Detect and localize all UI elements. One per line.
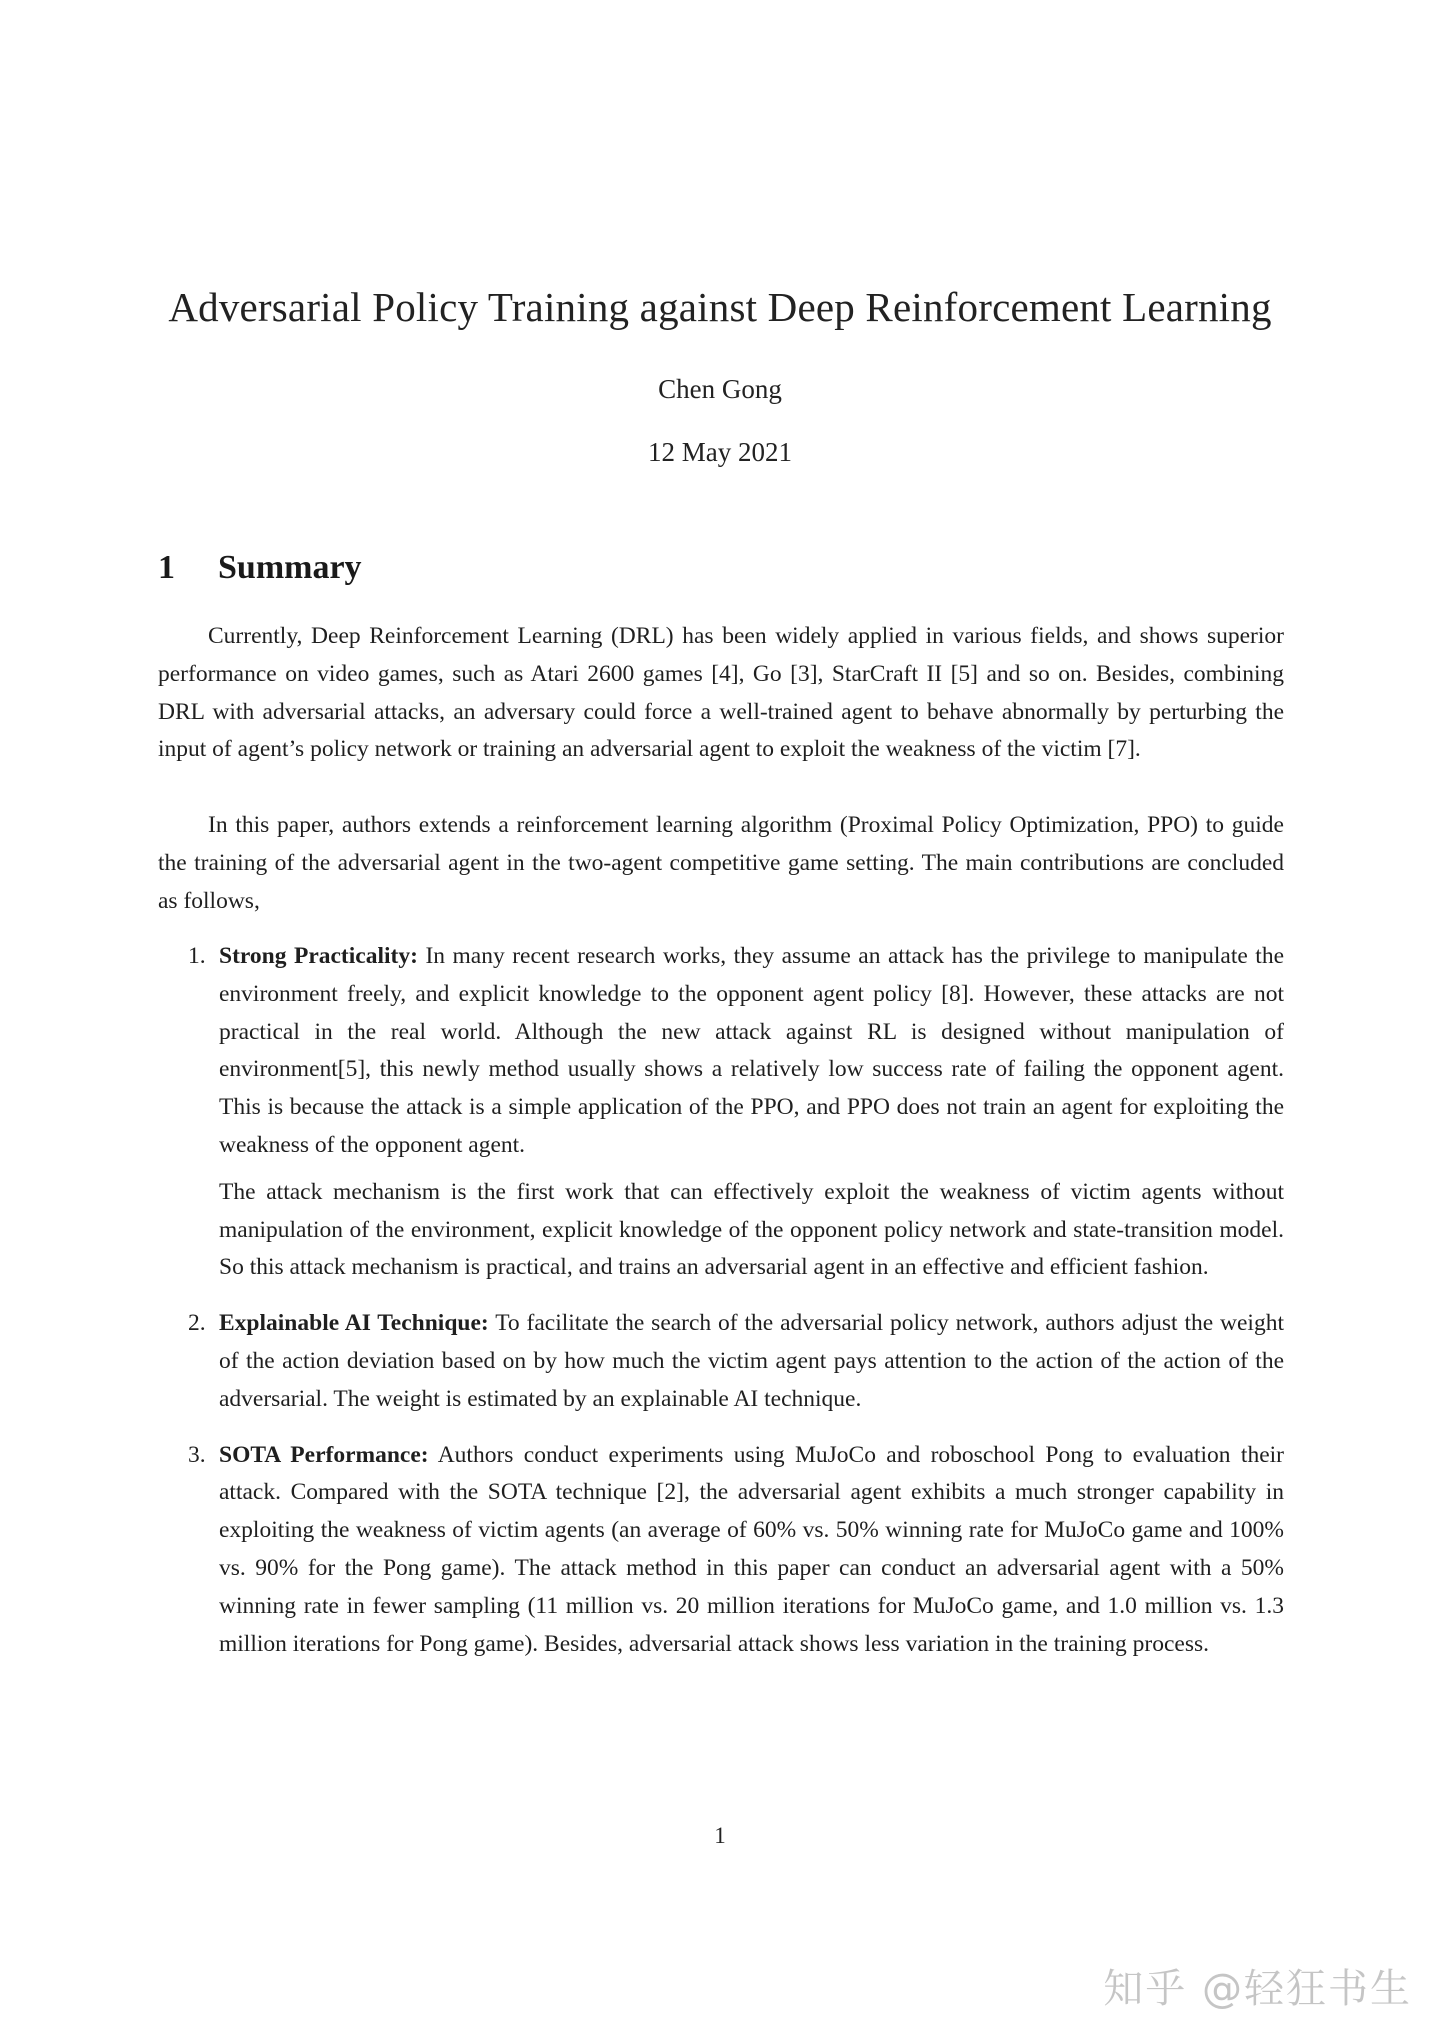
paper-date: 12 May 2021 (648, 437, 792, 467)
list-item-lead: SOTA Performance: (219, 1441, 429, 1468)
paper-author: Chen Gong (658, 374, 782, 404)
list-item-lead: Strong Practicality: (219, 943, 418, 969)
watermark: 知乎 @轻狂书生 (1103, 1966, 1412, 2012)
paragraph-intro: Currently, Deep Reinforcement Learning (DRL) has been widely applied in various fields, and shows superior performance on video games, such as Atari 2600 games [4], Go [3], StarCraft II [5] and so on. Besides, combining DRL with adversarial attacks, an adversary could force a well-trained agent to behave abnormally by perturbing the input of agent’s policy network or training an adversarial agent to exploit the weakness of the victim [7]. (158, 623, 1284, 763)
list-item (158, 1437, 1284, 1664)
list-item-continuation: The attack mechanism is the first work that can effectively exploit the weakness of victim agents without manipulation of the environment, explicit knowledge of the opponent policy network and state-transition model. So this attack mechanism is practical, and trains an adversarial agent in an effective and efficient fashion. (219, 1178, 1284, 1281)
list-item-body: Authors conduct experiments using MuJoCo and roboschool Pong to evaluation their attack. Compared with the SOTA technique [2], the adversarial agent exhibits a much stronger capability in exploiting the weakness of victim agents (an average of 60% vs. 50% winning rate for MuJoCo game and 100% vs. 90% for the Pong game). The attack method in this paper can conduct an adversarial agent with a 50% winning rate in fewer sampling (11 million vs. 20 million iterations for MuJoCo game, and 1.0 million vs. 1.3 million iterations for Pong game). Besides, adversarial attack shows less variation in the training process. (219, 1441, 1284, 1657)
list-item-text (219, 1305, 1284, 1418)
section-title: Summary (218, 549, 362, 586)
list-item (158, 938, 1284, 1287)
paragraph-contributions-intro: In this paper, authors extends a reinforcement learning algorithm (Proximal Policy Optimization, PPO) to guide the training of the adversarial agent in the two-agent competitive game setting. The main contributions are concluded as follows, (158, 812, 1284, 914)
list-marker: 2. (188, 1310, 206, 1337)
list-item-text (219, 1437, 1284, 1664)
paper-title: Adversarial Policy Training against Deep Reinforcement Learning (168, 284, 1272, 330)
list-item-lead: Explainable AI Technique: (219, 1310, 489, 1337)
list-item (158, 1305, 1284, 1418)
list-item-body: In many recent research works, they assume an attack has the privilege to manipulate the environment freely, and explicit knowledge to the opponent agent policy [8]. However, these attacks are not practical in the real world. Although the new attack against RL is designed without manipulation of environment[5], this newly method usually shows a relatively low success rate of failing the opponent agent. This is because the attack is a simple application of the PPO, and PPO does not train an agent for exploiting the weakness of the opponent agent. (219, 943, 1284, 1158)
section-heading (158, 549, 362, 587)
list-marker: 1. (188, 943, 206, 969)
list-item-text (219, 938, 1284, 1165)
page-number: 1 (714, 1823, 726, 1848)
section-number: 1 (158, 549, 175, 586)
list-item-body: To facilitate the search of the adversarial policy network, authors adjust the weight of the action deviation based on by how much the victim agent pays attention to the action of the action of the adversarial. The weight is estimated by an explainable AI technique. (219, 1310, 1284, 1412)
list-marker: 3. (188, 1441, 206, 1468)
contributions-list (158, 938, 1284, 1681)
